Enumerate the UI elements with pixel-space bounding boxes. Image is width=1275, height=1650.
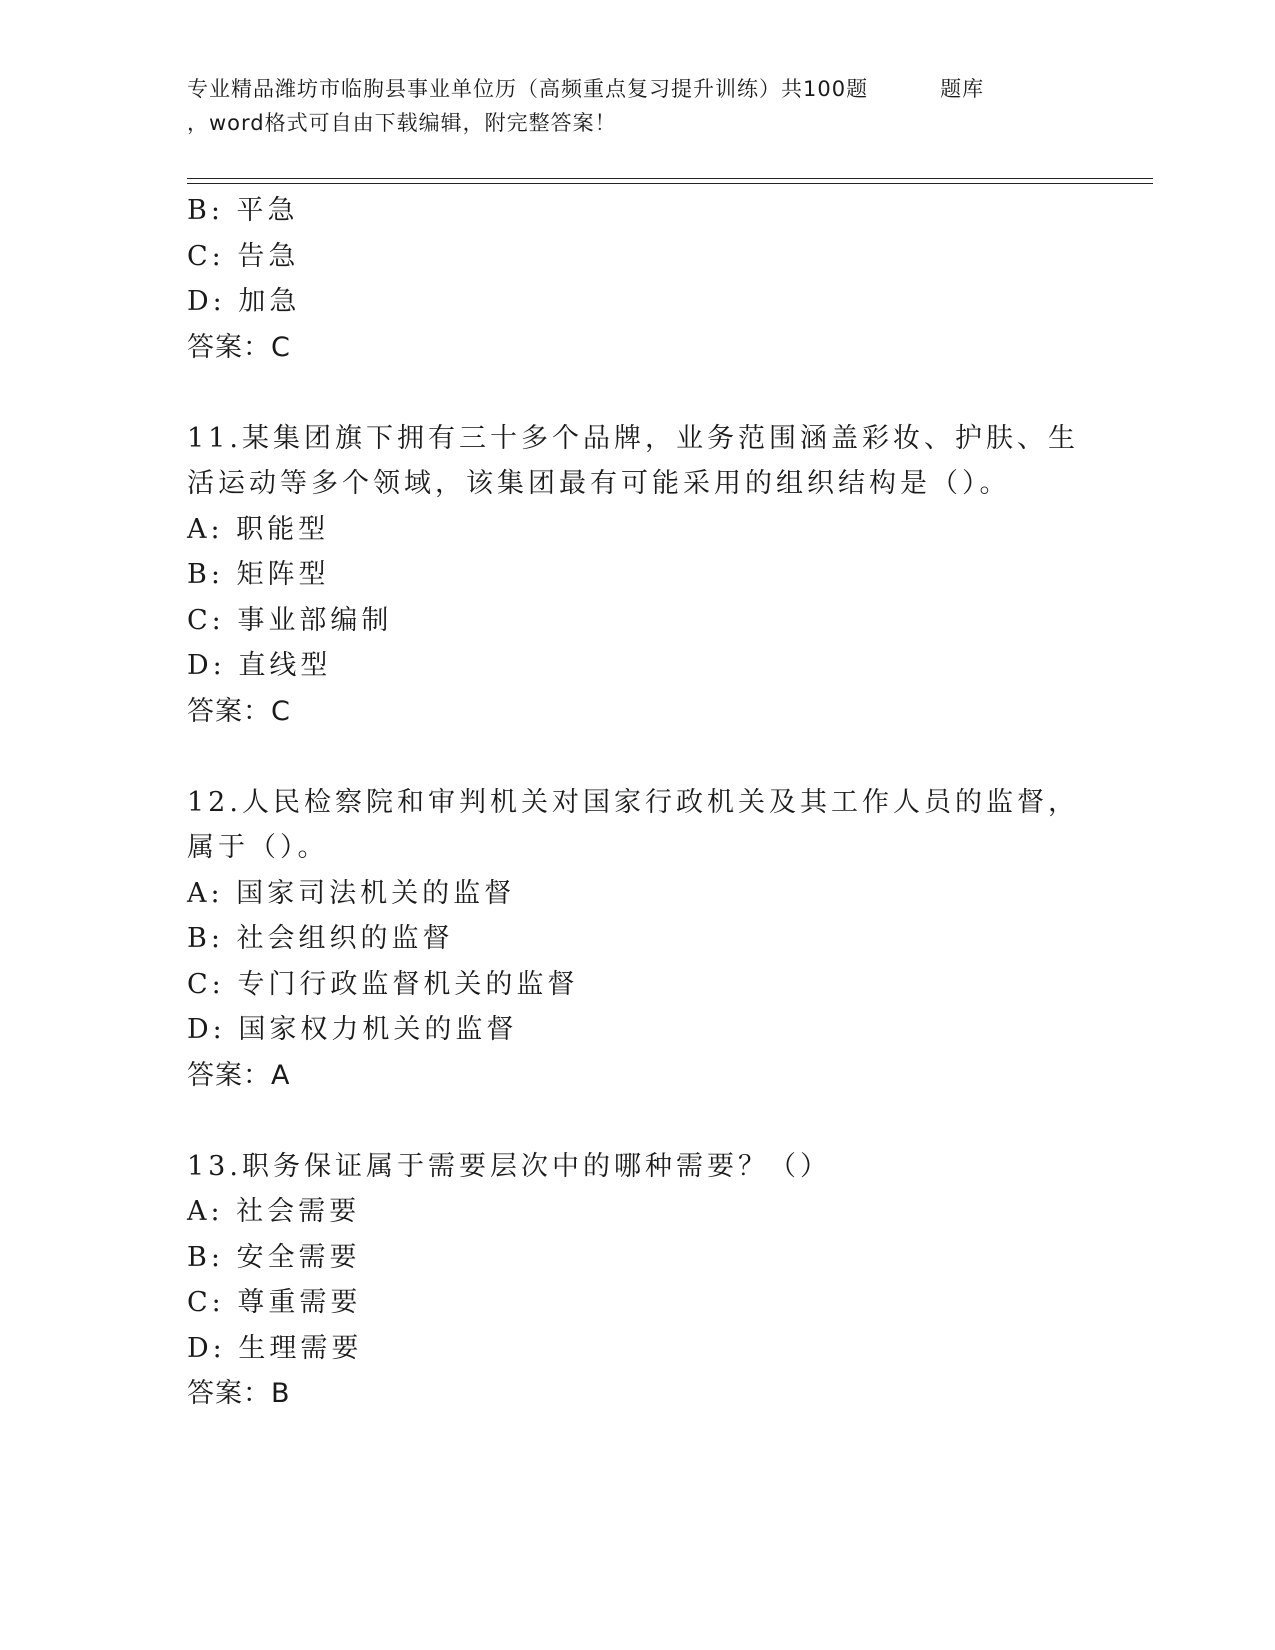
question-13 <box>187 1144 1087 1417</box>
document-header <box>187 72 1087 140</box>
spacer <box>187 370 1087 416</box>
question-11 <box>187 416 1087 735</box>
header-title-row <box>187 72 1087 106</box>
option-c: C: 事业部编制 <box>187 604 393 636</box>
question-stem: 12.人民检察院和审判机关对国家行政机关及其工作人员的监督，属于（）。 <box>187 786 1079 863</box>
document-body <box>187 188 1087 1417</box>
option-a: A: 职能型 <box>187 513 330 545</box>
option-d: D: 加急 <box>187 286 301 317</box>
answer: 答案：C <box>187 695 291 727</box>
option-d: D: 直线型 <box>187 650 332 681</box>
spacer <box>187 734 1087 780</box>
option-c: C: 专门行政监督机关的监督 <box>187 968 579 1000</box>
option-c: C: 告急 <box>187 240 300 272</box>
question-stem: 11.某集团旗下拥有三十多个品牌，业务范围涵盖彩妆、护肤、生活运动等多个领域，该集团最有可能采用的组织结构是（）。 <box>187 422 1079 499</box>
spacer <box>187 1098 1087 1144</box>
option-a: A: 社会需要 <box>187 1196 361 1227</box>
option-b: B: 安全需要 <box>187 1241 361 1273</box>
question-10-tail <box>187 188 1087 370</box>
option-b: B: 矩阵型 <box>187 559 330 590</box>
question-stem: 13.职务保证属于需要层次中的哪种需要？（） <box>187 1150 831 1182</box>
answer: 答案：A <box>187 1059 291 1091</box>
header-rule-bottom <box>187 183 1153 184</box>
option-d: D: 国家权力机关的监督 <box>187 1014 518 1045</box>
answer: 答案：C <box>187 331 291 363</box>
header-rule-top <box>187 178 1153 179</box>
answer: 答案：B <box>187 1378 291 1409</box>
option-c: C: 尊重需要 <box>187 1287 362 1318</box>
option-a: A: 国家司法机关的监督 <box>187 877 516 909</box>
header-title: 专业精品潍坊市临朐县事业单位历（高频重点复习提升训练）共100题 <box>187 77 869 101</box>
header-subtitle: ，word格式可自由下载编辑，附完整答案！ <box>187 111 617 135</box>
question-12 <box>187 780 1087 1099</box>
header-tag: 题库 <box>940 77 985 101</box>
option-b: B: 平急 <box>187 195 299 226</box>
option-b: B: 社会组织的监督 <box>187 923 454 954</box>
option-d: D: 生理需要 <box>187 1332 363 1364</box>
